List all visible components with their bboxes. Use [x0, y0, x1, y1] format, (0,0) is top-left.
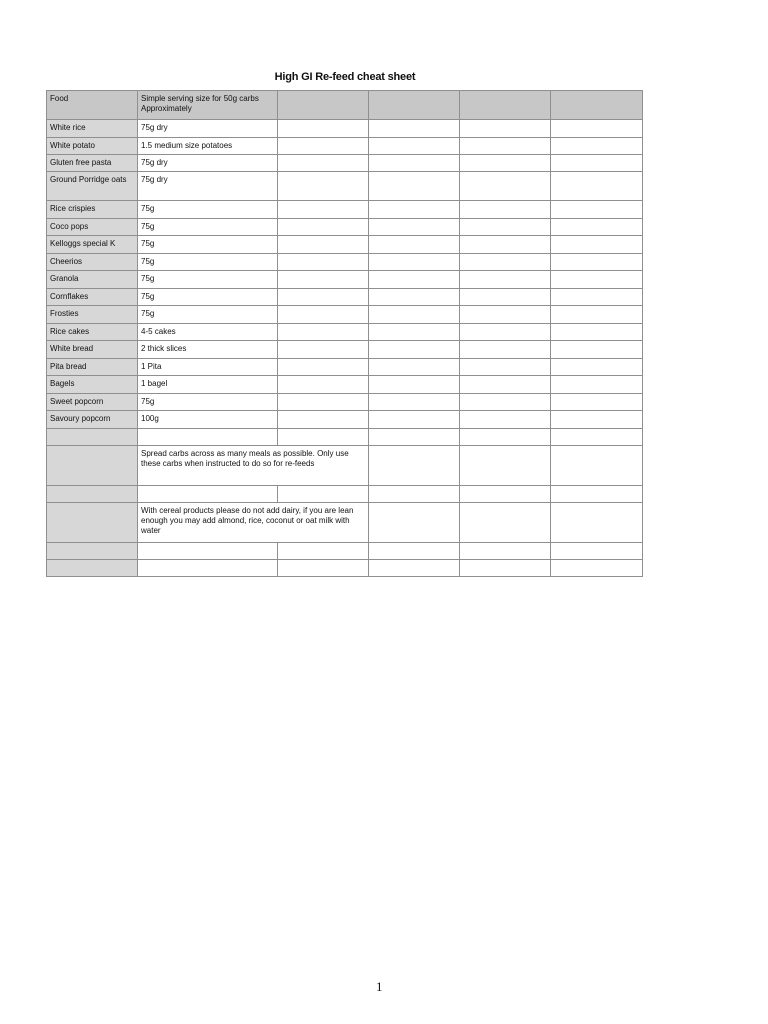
- empty-cell: [278, 254, 369, 271]
- food-cell: Kelloggs special K: [47, 236, 138, 254]
- empty-cell: [460, 341, 551, 359]
- empty-cell: [369, 155, 460, 172]
- empty-cell: [369, 172, 460, 201]
- empty-cell: [369, 236, 460, 254]
- note-text: Spread carbs across as many meals as possible. Only use these carbs when instructed to do so for re-feeds: [138, 446, 369, 486]
- empty-cell: [551, 429, 643, 446]
- table-row: [47, 324, 643, 341]
- empty-cell: [138, 429, 278, 446]
- table-row: [47, 138, 643, 155]
- empty-cell: [278, 271, 369, 289]
- empty-cell: [278, 411, 369, 429]
- serving-cell: 1 Pita: [138, 359, 278, 376]
- food-cell: White rice: [47, 120, 138, 138]
- empty-cell: [369, 271, 460, 289]
- empty-cell: [278, 324, 369, 341]
- empty-cell: [278, 155, 369, 172]
- table-row: [47, 394, 643, 411]
- empty-cell: [369, 394, 460, 411]
- empty-cell: [460, 429, 551, 446]
- empty-cell: [551, 486, 643, 503]
- blank-row: [47, 429, 643, 446]
- empty-cell: [369, 138, 460, 155]
- food-cell: Coco pops: [47, 219, 138, 236]
- document-title: High GI Re-feed cheat sheet: [274, 71, 416, 83]
- table-row: [47, 376, 643, 394]
- empty-cell: [551, 324, 643, 341]
- table-row: [47, 219, 643, 236]
- empty-cell: [47, 429, 138, 446]
- empty-cell: [551, 219, 643, 236]
- serving-cell: 75g: [138, 271, 278, 289]
- empty-cell: [278, 560, 369, 577]
- empty-cell: [460, 201, 551, 219]
- empty-cell: [278, 394, 369, 411]
- food-cell: Savoury popcorn: [47, 411, 138, 429]
- food-cell: Bagels: [47, 376, 138, 394]
- table-row: [47, 236, 643, 254]
- empty-cell: [278, 306, 369, 324]
- serving-cell: 1 bagel: [138, 376, 278, 394]
- table-row: [47, 172, 643, 201]
- serving-cell: 75g: [138, 219, 278, 236]
- empty-cell: [278, 172, 369, 201]
- empty-cell: [460, 271, 551, 289]
- empty-cell: [369, 429, 460, 446]
- empty-cell: [551, 306, 643, 324]
- table-row: [47, 254, 643, 271]
- header-col-5: [460, 91, 551, 120]
- empty-cell: [460, 543, 551, 560]
- empty-cell: [369, 341, 460, 359]
- header-food: Food: [47, 91, 138, 120]
- empty-cell: [460, 236, 551, 254]
- table-row: [47, 155, 643, 172]
- food-cell: Frosties: [47, 306, 138, 324]
- empty-cell: [278, 341, 369, 359]
- empty-cell: [551, 236, 643, 254]
- empty-cell: [369, 324, 460, 341]
- serving-cell: 75g: [138, 394, 278, 411]
- table-row: [47, 271, 643, 289]
- table-row: [47, 120, 643, 138]
- note-text: With cereal products please do not add dairy, if you are lean enough you may add almond, rice, coconut or oat milk with water: [138, 503, 369, 543]
- empty-cell: [47, 446, 138, 486]
- note-row: [47, 503, 643, 543]
- empty-cell: [278, 543, 369, 560]
- empty-cell: [460, 289, 551, 306]
- serving-cell: 75g: [138, 236, 278, 254]
- empty-cell: [460, 411, 551, 429]
- empty-cell: [460, 155, 551, 172]
- food-cell: Rice crispies: [47, 201, 138, 219]
- food-cell: Sweet popcorn: [47, 394, 138, 411]
- empty-cell: [551, 359, 643, 376]
- empty-cell: [551, 341, 643, 359]
- empty-cell: [551, 411, 643, 429]
- empty-cell: [47, 486, 138, 503]
- empty-cell: [460, 172, 551, 201]
- empty-cell: [369, 503, 460, 543]
- table-row: [47, 359, 643, 376]
- empty-cell: [369, 543, 460, 560]
- empty-cell: [47, 560, 138, 577]
- empty-cell: [460, 306, 551, 324]
- empty-cell: [460, 394, 551, 411]
- empty-cell: [278, 359, 369, 376]
- header-col-4: [369, 91, 460, 120]
- empty-cell: [138, 560, 278, 577]
- serving-cell: 4-5 cakes: [138, 324, 278, 341]
- serving-cell: 2 thick slices: [138, 341, 278, 359]
- table-row: [47, 341, 643, 359]
- empty-cell: [551, 289, 643, 306]
- empty-cell: [460, 486, 551, 503]
- food-cell: White potato: [47, 138, 138, 155]
- food-cell: Pita bread: [47, 359, 138, 376]
- empty-cell: [369, 306, 460, 324]
- food-cell: Rice cakes: [47, 324, 138, 341]
- empty-cell: [278, 201, 369, 219]
- empty-cell: [460, 376, 551, 394]
- empty-cell: [369, 201, 460, 219]
- empty-cell: [460, 254, 551, 271]
- empty-cell: [369, 219, 460, 236]
- empty-cell: [551, 376, 643, 394]
- serving-cell: 100g: [138, 411, 278, 429]
- refeed-table: [46, 90, 643, 577]
- empty-cell: [278, 138, 369, 155]
- empty-cell: [369, 411, 460, 429]
- header-col-6: [551, 91, 643, 120]
- empty-cell: [47, 543, 138, 560]
- empty-cell: [278, 376, 369, 394]
- empty-cell: [138, 543, 278, 560]
- food-cell: Cheerios: [47, 254, 138, 271]
- blank-row: [47, 543, 643, 560]
- header-row: [47, 91, 643, 120]
- header-serving: Simple serving size for 50g carbs Approximately: [138, 91, 278, 120]
- serving-cell: 75g dry: [138, 120, 278, 138]
- food-cell: Cornflakes: [47, 289, 138, 306]
- table-row: [47, 306, 643, 324]
- empty-cell: [551, 172, 643, 201]
- food-cell: Granola: [47, 271, 138, 289]
- serving-cell: 75g dry: [138, 155, 278, 172]
- serving-cell: 75g: [138, 289, 278, 306]
- empty-cell: [460, 219, 551, 236]
- empty-cell: [369, 359, 460, 376]
- empty-cell: [551, 120, 643, 138]
- empty-cell: [551, 503, 643, 543]
- empty-cell: [551, 155, 643, 172]
- blank-row: [47, 560, 643, 577]
- empty-cell: [460, 503, 551, 543]
- empty-cell: [369, 289, 460, 306]
- serving-cell: 75g: [138, 306, 278, 324]
- empty-cell: [460, 446, 551, 486]
- empty-cell: [551, 138, 643, 155]
- serving-cell: 75g: [138, 254, 278, 271]
- empty-cell: [278, 486, 369, 503]
- table-row: [47, 289, 643, 306]
- empty-cell: [551, 254, 643, 271]
- serving-cell: 1.5 medium size potatoes: [138, 138, 278, 155]
- food-cell: White bread: [47, 341, 138, 359]
- serving-cell: 75g: [138, 201, 278, 219]
- empty-cell: [551, 271, 643, 289]
- empty-cell: [138, 486, 278, 503]
- empty-cell: [369, 486, 460, 503]
- empty-cell: [369, 120, 460, 138]
- empty-cell: [551, 201, 643, 219]
- empty-cell: [369, 560, 460, 577]
- empty-cell: [278, 120, 369, 138]
- empty-cell: [369, 376, 460, 394]
- empty-cell: [460, 138, 551, 155]
- food-cell: Ground Porridge oats: [47, 172, 138, 201]
- empty-cell: [551, 394, 643, 411]
- empty-cell: [369, 446, 460, 486]
- table-row: [47, 411, 643, 429]
- serving-cell: 75g dry: [138, 172, 278, 201]
- empty-cell: [460, 560, 551, 577]
- empty-cell: [278, 429, 369, 446]
- table-row: [47, 201, 643, 219]
- food-cell: Gluten free pasta: [47, 155, 138, 172]
- empty-cell: [460, 359, 551, 376]
- note-row: [47, 446, 643, 486]
- empty-cell: [460, 120, 551, 138]
- empty-cell: [278, 219, 369, 236]
- empty-cell: [47, 503, 138, 543]
- blank-row: [47, 486, 643, 503]
- page-number: 1: [376, 979, 383, 994]
- empty-cell: [551, 560, 643, 577]
- empty-cell: [278, 289, 369, 306]
- empty-cell: [278, 236, 369, 254]
- header-col-3: [278, 91, 369, 120]
- empty-cell: [551, 543, 643, 560]
- empty-cell: [460, 324, 551, 341]
- empty-cell: [369, 254, 460, 271]
- empty-cell: [551, 446, 643, 486]
